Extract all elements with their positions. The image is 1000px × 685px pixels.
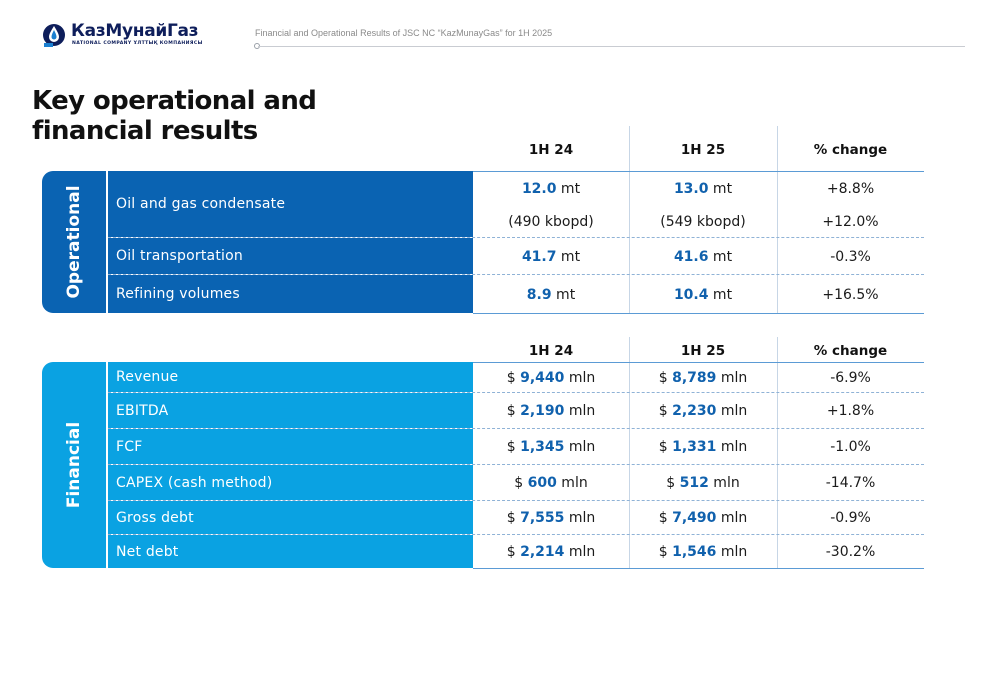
- header-underline: [473, 362, 924, 363]
- column-header-change: % change: [813, 142, 888, 158]
- cell-change: +1.8%: [826, 403, 875, 419]
- cell-1h24: $ 600 mln: [514, 475, 588, 491]
- row-label-revenue: Revenue: [108, 362, 473, 392]
- cell-change: -6.9%: [830, 370, 871, 386]
- column-header-1h25: 1H 25: [680, 343, 726, 359]
- logo-subtitle: NATIONAL COMPANY ҰЛТТЫҚ КОМПАНИЯСЫ: [72, 41, 203, 46]
- cell-1h25: 13.0 mt: [673, 181, 733, 197]
- cell-1h25: 10.4 mt: [673, 287, 733, 303]
- row-label-oil-gas-condensate: Oil and gas condensate: [108, 171, 473, 237]
- financial-table: [42, 337, 924, 572]
- cell-1h25: $ 8,789 mln: [658, 370, 748, 386]
- cell-1h24: 41.7 mt: [521, 249, 581, 265]
- operational-table: [42, 126, 924, 316]
- cell-1h24: $ 2,214 mln: [506, 544, 596, 560]
- page-title: Key operational and financial results: [32, 86, 317, 146]
- cell-1h24: $ 7,555 mln: [506, 510, 596, 526]
- company-logo: [42, 22, 207, 50]
- cell-change-sub: +12.0%: [822, 214, 879, 230]
- financial-section-label: Financial: [42, 362, 106, 568]
- cell-1h25-sub: (549 kbopd): [660, 214, 746, 230]
- cell-1h24: $ 9,440 mln: [506, 370, 596, 386]
- operational-section-label: Operational: [42, 171, 106, 313]
- cell-change: -0.3%: [830, 249, 871, 265]
- cell-1h25: $ 7,490 mln: [658, 510, 748, 526]
- cell-1h24-sub: (490 kbopd): [508, 214, 594, 230]
- cell-1h24: $ 1,345 mln: [506, 439, 596, 455]
- cell-1h25: $ 1,546 mln: [658, 544, 748, 560]
- cell-change: -1.0%: [830, 439, 871, 455]
- cell-change: -0.9%: [830, 510, 871, 526]
- cell-1h24: 12.0 mt: [521, 181, 581, 197]
- cell-1h25: 41.6 mt: [673, 249, 733, 265]
- header-divider: [258, 46, 965, 47]
- column-header-1h25: 1H 25: [680, 142, 726, 158]
- cell-change: +16.5%: [822, 287, 879, 303]
- cell-1h24: $ 2,190 mln: [506, 403, 596, 419]
- cell-change: +8.8%: [826, 181, 875, 197]
- row-label-gross-debt: Gross debt: [108, 501, 473, 534]
- row-label-oil-transportation: Oil transportation: [108, 238, 473, 274]
- row-label-capex: CAPEX (cash method): [108, 465, 473, 500]
- cell-1h25: $ 512 mln: [666, 475, 740, 491]
- cell-1h24: 8.9 mt: [526, 287, 576, 303]
- row-label-ebitda: EBITDA: [108, 393, 473, 428]
- document-header-title: Financial and Operational Results of JSC NC “KazMunayGas” for 1H 2025: [255, 28, 553, 38]
- logo-wordmark: КазМунайГаз: [71, 21, 199, 41]
- cell-change: -14.7%: [825, 475, 876, 491]
- cell-1h25: $ 1,331 mln: [658, 439, 748, 455]
- oil-drop-icon: [42, 22, 66, 48]
- column-header-change: % change: [813, 343, 888, 359]
- row-label-refining-volumes: Refining volumes: [108, 275, 473, 313]
- cell-1h25: $ 2,230 mln: [658, 403, 748, 419]
- header-underline: [473, 171, 924, 172]
- cell-change: -30.2%: [825, 544, 876, 560]
- row-label-net-debt: Net debt: [108, 535, 473, 568]
- column-header-1h24: 1H 24: [528, 343, 574, 359]
- row-label-fcf: FCF: [108, 429, 473, 464]
- column-header-1h24: 1H 24: [528, 142, 574, 158]
